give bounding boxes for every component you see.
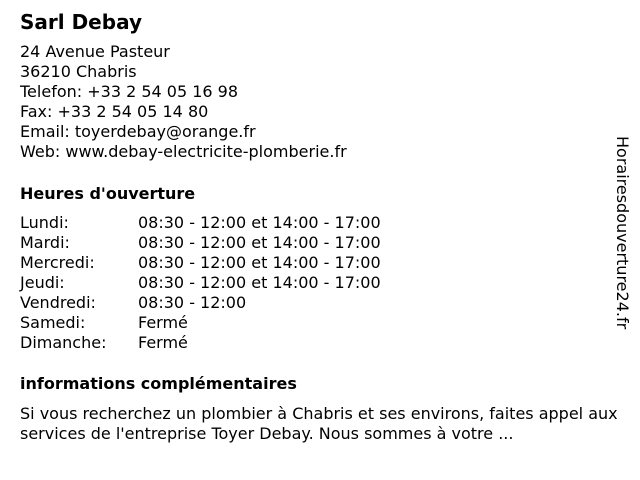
day-label: Jeudi:	[20, 273, 65, 292]
time-value: Fermé	[138, 313, 188, 332]
hours-row-friday	[20, 293, 381, 313]
day-label: Mardi:	[20, 233, 70, 252]
info-text: Si vous recherchez un plombier à Chabris et ses environs, faites appel aux services de l'entreprise Toyer Debay. Nous sommes à votre ...	[20, 404, 618, 443]
day-label: Vendredi:	[20, 293, 96, 312]
address-line1: 24 Avenue Pasteur	[20, 42, 170, 61]
business-card	[20, 8, 610, 162]
phone: Telefon: +33 2 54 05 16 98	[20, 82, 239, 101]
time-value: 08:30 - 12:00 et 14:00 - 17:00	[138, 213, 381, 232]
day-label: Dimanche:	[20, 333, 107, 352]
time-value: 08:30 - 12:00	[138, 293, 247, 312]
hours-row-sunday	[20, 333, 381, 353]
day-label: Mercredi:	[20, 253, 95, 272]
time-value: 08:30 - 12:00 et 14:00 - 17:00	[138, 273, 381, 292]
day-label: Samedi:	[20, 313, 86, 332]
hours-row-wednesday	[20, 253, 381, 273]
time-value: 08:30 - 12:00 et 14:00 - 17:00	[138, 233, 381, 252]
hours-title: Heures d'ouverture	[20, 184, 196, 203]
info-title: informations complémentaires	[20, 374, 297, 393]
hours-row-saturday	[20, 313, 381, 333]
address-line2: 36210 Chabris	[20, 62, 137, 81]
hours-row-thursday	[20, 273, 381, 293]
time-value: 08:30 - 12:00 et 14:00 - 17:00	[138, 253, 381, 272]
email: Email: toyerdebay@orange.fr	[20, 122, 256, 141]
day-label: Lundi:	[20, 213, 69, 232]
website: Web: www.debay-electricite-plomberie.fr	[20, 142, 347, 161]
hours-row-monday	[20, 213, 381, 233]
time-value: Fermé	[138, 333, 188, 352]
hours-table	[20, 213, 381, 353]
hours-row-tuesday	[20, 233, 381, 253]
fax: Fax: +33 2 54 05 14 80	[20, 102, 209, 121]
business-name: Sarl Debay	[20, 10, 142, 34]
watermark-text: Horairesdouverture24.fr	[613, 136, 632, 330]
